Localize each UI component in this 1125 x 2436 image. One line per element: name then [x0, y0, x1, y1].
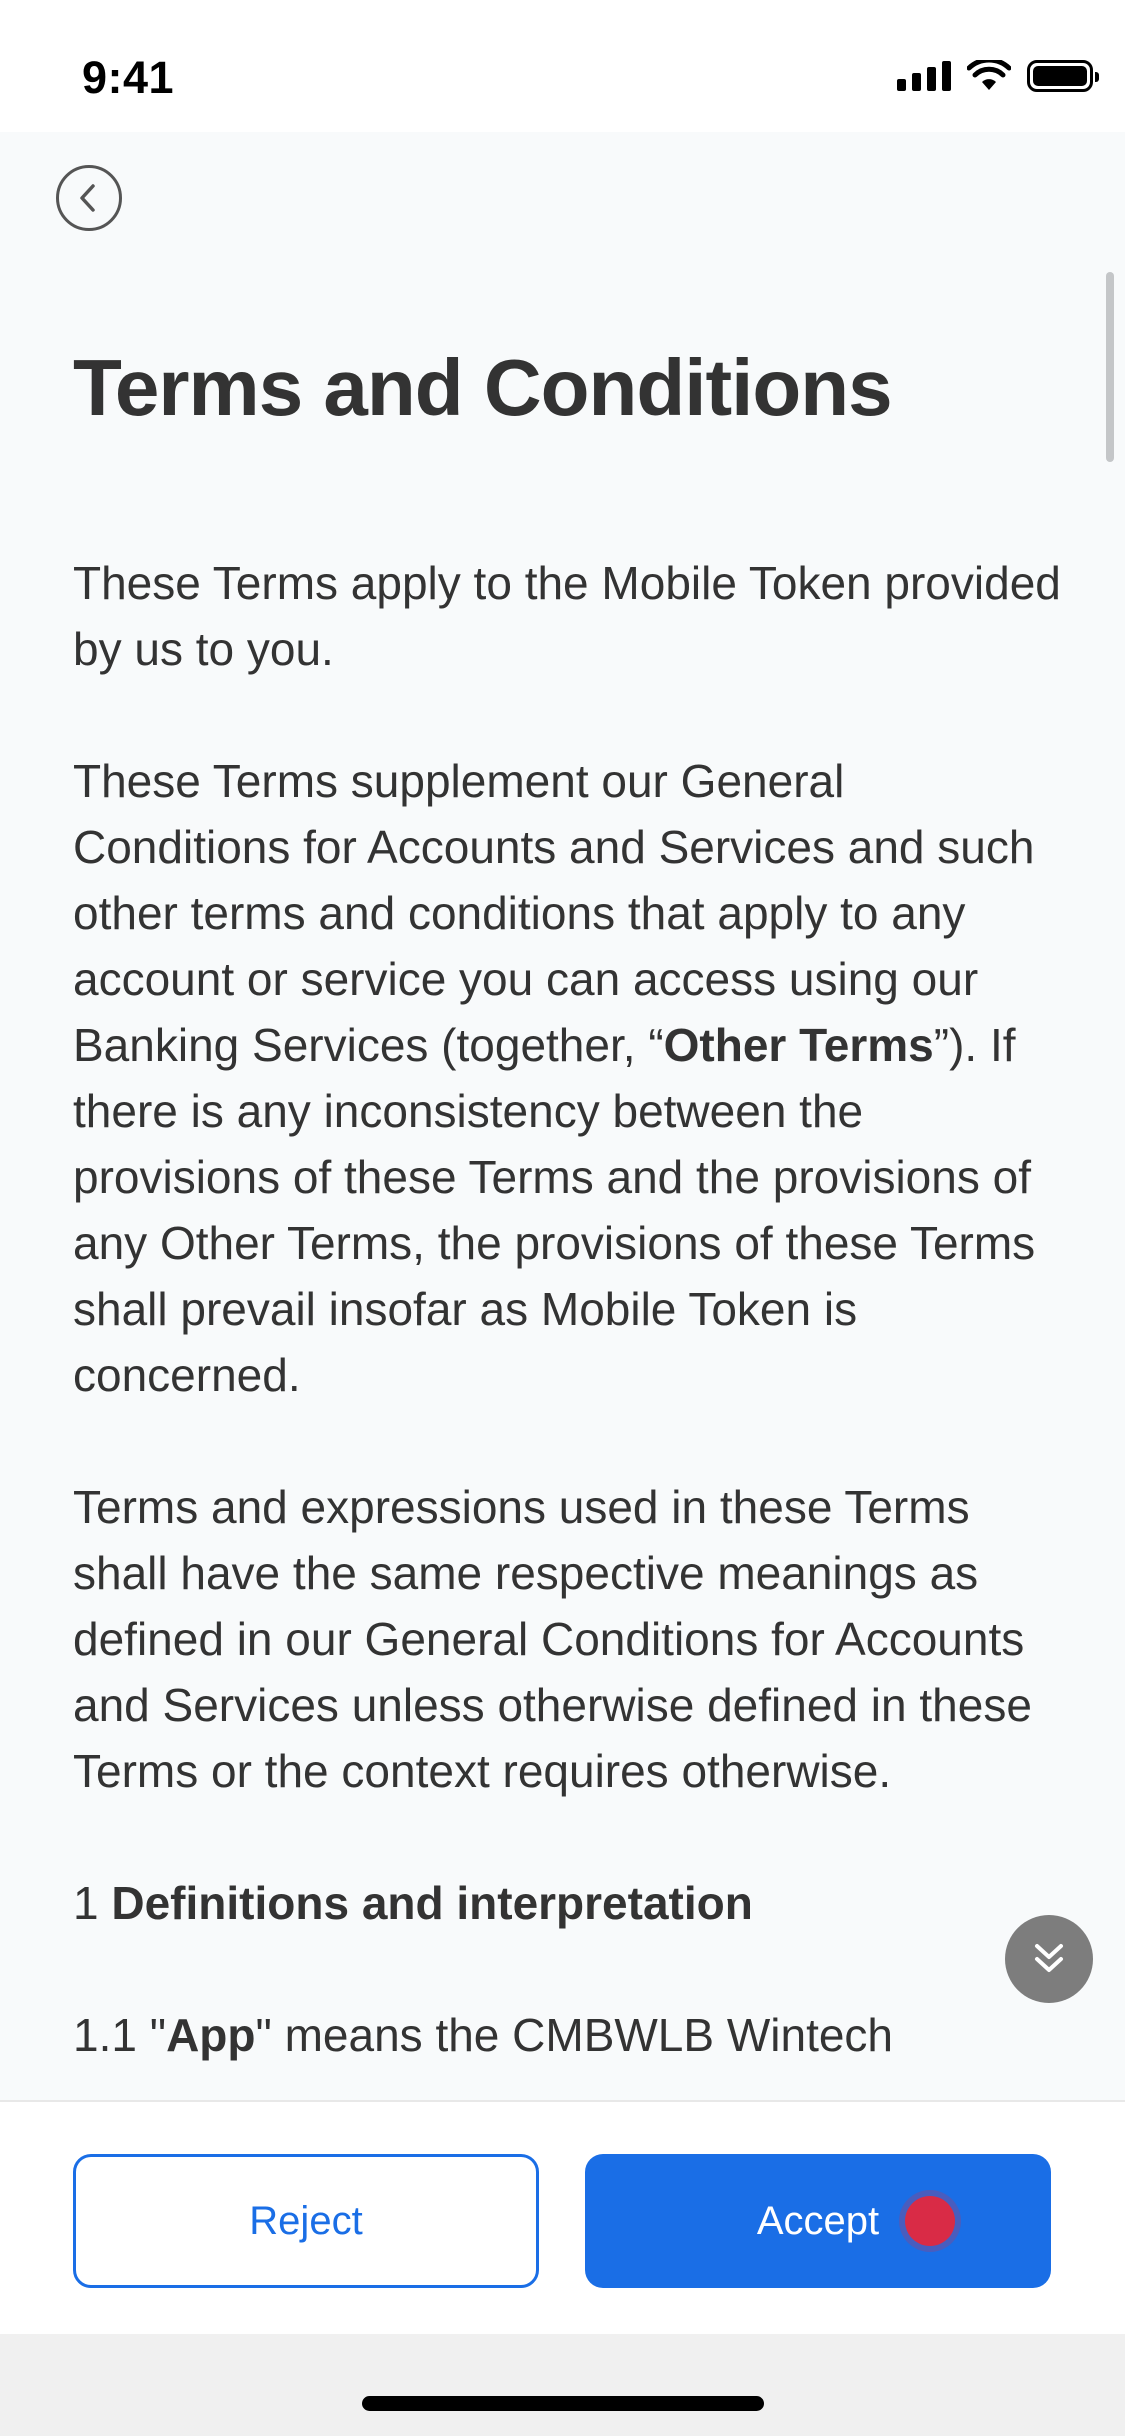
terms-content: [73, 330, 1073, 2098]
terms-paragraph-3: Terms and expressions used in these Terms shall have the same respective meanings as defined in our General Conditions for Accounts and Services unless otherwise defined in these Terms or the context requires otherwise.: [73, 1481, 1032, 1797]
status-bar: [0, 0, 1125, 132]
other-terms-definition: Other Terms: [663, 1019, 934, 1071]
battery-icon: [1027, 60, 1093, 92]
page-title: Terms and Conditions: [73, 343, 892, 432]
accept-button[interactable]: Accept: [585, 2154, 1051, 2288]
section-heading-1: [73, 1870, 1073, 1936]
back-button[interactable]: [56, 165, 122, 231]
action-bar: [0, 2100, 1125, 2334]
section-number: 1: [73, 1877, 112, 1929]
home-indicator[interactable]: [362, 2396, 764, 2411]
status-icons: [897, 60, 1093, 92]
scrollbar[interactable]: [1106, 272, 1114, 462]
clause-1-1: [73, 2002, 1073, 2068]
reject-button[interactable]: Reject: [73, 2154, 539, 2288]
paragraph-2-text-a: These Terms supplement our General Conditions for Accounts and Services and such other terms and conditions that apply to any account or service you can access using our Banking Services (together, “: [73, 755, 1035, 1071]
clause-text: " means the CMBWLB Wintech: [255, 2009, 894, 2061]
clause-number: 1.1 ": [73, 2009, 167, 2061]
wifi-icon: [967, 60, 1011, 92]
terms-paragraph-1: These Terms apply to the Mobile Token provided by us to you.: [73, 557, 1061, 675]
terms-paragraph-2: [73, 748, 1073, 1408]
home-indicator-area: [0, 2334, 1125, 2436]
scroll-down-button[interactable]: [1005, 1915, 1093, 2003]
clause-term: App: [166, 2009, 256, 2061]
signal-icon: [897, 61, 951, 91]
status-time: 9:41: [82, 52, 175, 103]
section-title: Definitions and interpretation: [111, 1877, 753, 1929]
recording-indicator-dot: [905, 2196, 955, 2246]
chevron-left-icon: [74, 181, 104, 215]
paragraph-2-text-b: ”). If there is any inconsistency between the provisions of these Terms and the provisions of any Other Terms, the provisions of these Terms shall prevail insofar as Mobile Token is concerned.: [73, 1019, 1036, 1401]
double-chevron-down-icon: [1027, 1937, 1071, 1981]
